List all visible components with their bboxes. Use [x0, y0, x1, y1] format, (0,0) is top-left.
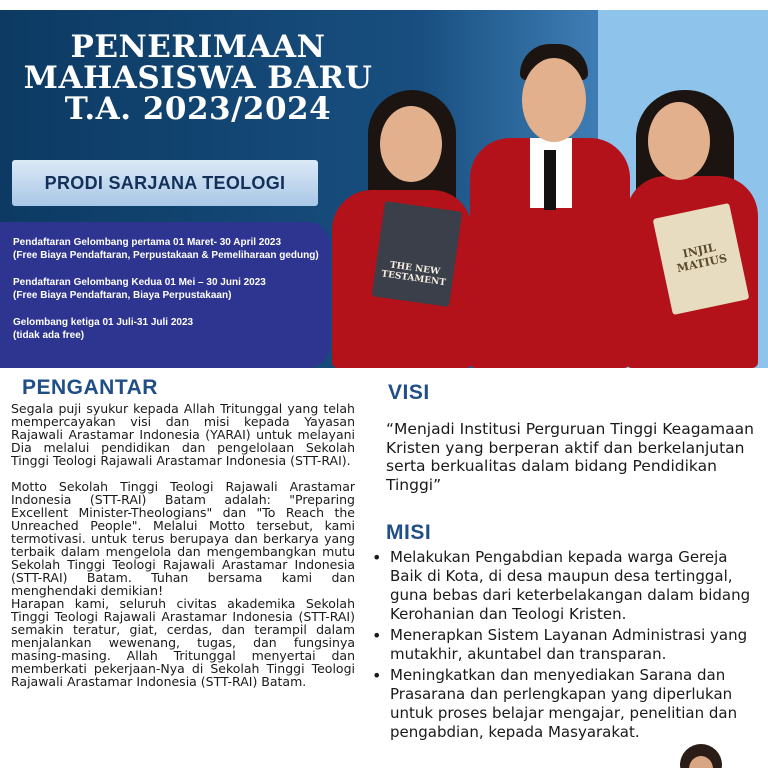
- visi-text: “Menjadi Institusi Perguruan Tinggi Keagamaan Kristen yang berperan aktif dan berkelanjutan serta berkualitas dalam bidang Pendidikan Tinggi”: [386, 420, 754, 494]
- hero-title-line: T.A. 2023/2024: [64, 91, 332, 127]
- registration-wave: [13, 276, 322, 302]
- book-title: THE NEW TESTAMENT: [380, 260, 447, 289]
- registration-dates: Pendaftaran Gelombang pertama 01 Maret- 30 April 2023: [13, 237, 282, 248]
- registration-panel: [0, 222, 330, 368]
- pengantar-paragraph: Motto Sekolah Tinggi Teologi Rajawali Arastamar Indonesia (STT-RAI) Batam adalah: "Preparing Excellent Minister-Theologians" dan "To Reach the Unreached People". Melalui Motto tersebut, kami termotivasi. untuk terus berupaya dan berkarya yang terbaik dalam mengelola dan mengembangkan mutu Sekolah Tinggi Teologi Rajawali Arastamar Indonesia (STT-RAI) Batam. Tuhan bersama kami dan menghendaki demikian!: [11, 479, 355, 598]
- book-title: INJIL MATIUS: [675, 240, 729, 276]
- misi-item: • Meningkatkan dan menyediakan Sarana dan Prasarana dan perlengkapan yang diperlukan untuk proses belajar mengajar, penelitian dan pengabdian, kepada Masyarakat.: [368, 666, 763, 742]
- registration-dates: Pendaftaran Gelombang Kedua 01 Mei – 30 Juni 2023: [13, 277, 266, 288]
- hero-title-line: PENERIMAAN: [70, 29, 326, 65]
- visi-heading: VISI: [388, 381, 430, 404]
- avatar: [680, 744, 722, 768]
- misi-item: • Melakukan Pengabdian kepada warga Gereja Baik di Kota, di desa maupun desa tertinggal, guna bebas dari keterbelakangan dalam bidang Kerohanian dan Teologi Kristen.: [368, 548, 763, 624]
- registration-wave: [13, 236, 322, 262]
- hero-title: [18, 29, 378, 127]
- hero-banner: [0, 10, 768, 368]
- prodi-banner: PRODI SARJANA TEOLOGI: [12, 160, 318, 206]
- hero-title-line: MAHASISWA BARU: [23, 60, 373, 96]
- registration-wave: [13, 316, 322, 342]
- registration-note: (Free Biaya Pendaftaran, Biaya Perpustakaan): [13, 290, 232, 301]
- misi-heading: MISI: [386, 521, 432, 544]
- registration-note: (Free Biaya Pendaftaran, Perpustakaan & Pemeliharaan gedung): [13, 250, 319, 261]
- misi-list: [368, 548, 763, 744]
- registration-dates: Gelombang ketiga 01 Juli-31 Juli 2023: [13, 317, 194, 328]
- registration-note: (tidak ada free): [13, 330, 85, 341]
- misi-item: • Menerapkan Sistem Layanan Administrasi yang mutakhir, akuntabel dan transparan.: [368, 626, 763, 664]
- pengantar-paragraph: Harapan kami, seluruh civitas akademika Sekolah Tinggi Teologi Rajawali Arastamar Indonesia (STT-RAI) semakin teratur, giat, cerdas, dan terampil dalam menjalankan wewenang, tugas, dan fungsinya masing-masing. Allah Tritunggal menyertai dan memberkati pekerjaan-Nya di Sekolah Tinggi Teologi Rajawali Arastamar Indonesia (STT-RAI) Batam.: [11, 596, 355, 689]
- pengantar-heading: PENGANTAR: [22, 376, 158, 399]
- pengantar-paragraph: Segala puji syukur kepada Allah Tritunggal yang telah mempercayakan visi dan misi kepada Yayasan Rajawali Arastamar Indonesia (YARAI) untuk melayani Dia melalui pendidikan dan pengelolaan Sekolah Tinggi Teologi Rajawali Arastamar Indonesia (STT-RAI).: [11, 401, 355, 468]
- pengantar-body: [11, 402, 355, 701]
- new-testament-book: [372, 201, 463, 307]
